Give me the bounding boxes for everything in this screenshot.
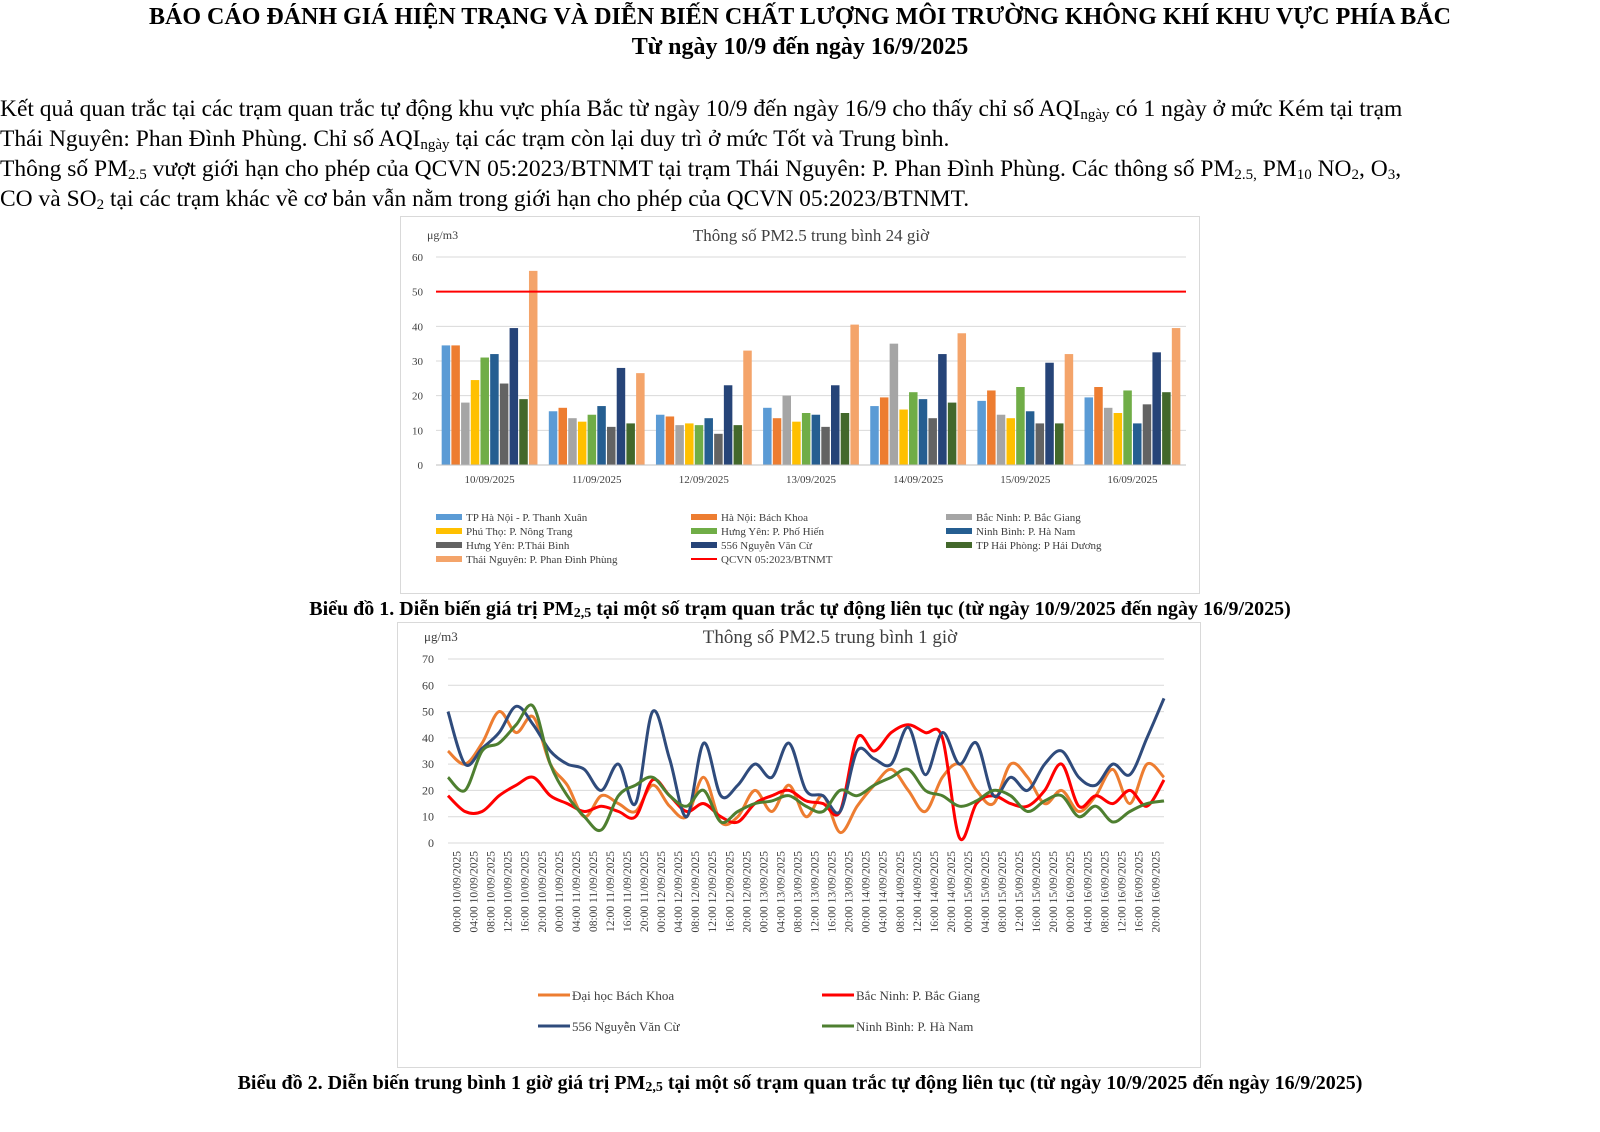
chart-1-legend-swatch (436, 514, 462, 520)
chart-1-bar (928, 418, 937, 465)
chart-1-bar (773, 418, 782, 465)
chart-2-x-tick-label: 16:00 12/09/2025 (724, 851, 737, 933)
chart-2-x-tick-label: 08:00 14/09/2025 (894, 851, 907, 933)
chart-1-bar (743, 351, 752, 465)
chart-1-legend-swatch (691, 514, 717, 520)
chart-1-bar (850, 325, 859, 465)
chart-1-bar (938, 354, 947, 465)
chart-1-y-tick-label: 0 (417, 460, 423, 472)
chart-1-bar (724, 385, 733, 465)
chart-1-bar (685, 423, 694, 465)
chart-1-y-tick-label: 50 (412, 286, 423, 299)
chart-2-x-tick-label: 12:00 16/09/2025 (1116, 851, 1129, 933)
chart-1-bar (821, 427, 830, 465)
chart-2-x-tick-label: 08:00 12/09/2025 (690, 851, 703, 933)
chart-1-bar (1045, 363, 1054, 465)
paragraph-2-line-1: Thông số $PM_{2.5}$ vượt giới hạn cho phép của QCVN 05:2023/BTNMT tại trạm Thái Nguyên: P. Phan Đình Phùng. Các thông số $PM_{2.5,}$ $PM_{10}$ $NO_2$, $O_3$, (0, 156, 1402, 183)
chart-1-bar (500, 384, 509, 465)
chart-2-x-tick-label: 16:00 10/09/2025 (519, 851, 532, 933)
chart-1-bar (870, 406, 879, 465)
chart-2-x-tick-label: 12:00 12/09/2025 (707, 851, 720, 933)
chart-2-legend-label: 556 Nguyễn Văn Cừ (572, 1019, 680, 1034)
chart-2-x-tick-label: 04:00 11/09/2025 (570, 851, 583, 933)
chart-1-bar (597, 406, 606, 465)
chart-1-bar (919, 399, 928, 465)
chart-1-legend-label: Ninh Bình: P. Hà Nam (976, 526, 1076, 538)
chart-2-series-line (448, 725, 1164, 840)
chart-2-x-tick-label: 20:00 16/09/2025 (1150, 851, 1163, 933)
chart-1-x-tick-label: 11/09/2025 (571, 474, 622, 486)
chart-1-bar (626, 423, 635, 465)
chart-2-y-tick-label: 20 (422, 783, 434, 798)
chart-1-bar (636, 373, 645, 465)
chart-1-legend-label: Thái Nguyên: P. Phan Đình Phùng (466, 554, 618, 566)
chart-1-bar (909, 392, 918, 465)
chart-1-y-tick-label: 20 (412, 390, 423, 403)
chart-1-bar (880, 397, 889, 465)
chart-1-bar (1016, 387, 1025, 465)
chart-2-x-tick-label: 04:00 12/09/2025 (673, 851, 686, 933)
chart-1-bar (1065, 354, 1074, 465)
chart-2-x-tick-label: 16:00 15/09/2025 (1031, 851, 1044, 933)
chart-1-bar (568, 418, 577, 465)
chart-1-bar (714, 434, 723, 465)
chart-2-x-tick-label: 04:00 16/09/2025 (1082, 851, 1095, 933)
chart-2-x-tick-label: 20:00 13/09/2025 (843, 851, 856, 933)
chart-2-x-tick-label: 08:00 13/09/2025 (792, 851, 805, 933)
chart-2-x-tick-label: 20:00 15/09/2025 (1048, 851, 1061, 933)
chart-1-bar (451, 345, 460, 465)
chart-1-x-tick-label: 15/09/2025 (1000, 474, 1051, 486)
chart-2-svg (398, 623, 1200, 1067)
chart-1-bar (1143, 404, 1152, 465)
chart-1-bar (763, 408, 772, 465)
chart-1-svg (401, 217, 1199, 593)
chart-1-legend-label: QCVN 05:2023/BTNMT (721, 554, 833, 566)
chart-1-y-tick-label: 60 (412, 252, 423, 264)
chart-1-y-tick-label: 40 (412, 321, 423, 334)
chart-2-y-tick-label: 10 (422, 809, 434, 824)
chart-2-x-tick-label: 04:00 15/09/2025 (980, 851, 992, 933)
chart-1-bar (1152, 352, 1161, 465)
chart-1-bar (1114, 413, 1123, 465)
chart-1-bar (1162, 392, 1171, 465)
chart-1-bar (783, 396, 792, 465)
chart-1-bar (519, 399, 528, 465)
chart-1-container (400, 216, 1200, 594)
chart-1-bar (1123, 390, 1132, 465)
chart-1-x-tick-label: 16/09/2025 (1107, 474, 1158, 486)
chart-1-bar (792, 422, 801, 465)
chart-2-x-tick-label: 00:00 16/09/2025 (1065, 851, 1078, 933)
chart-2-legend-label: Ninh Bình: P. Hà Nam (856, 1019, 974, 1034)
chart-2-y-tick-label: 40 (422, 730, 434, 745)
chart-2-y-tick-label: 70 (422, 652, 434, 666)
paragraph-1-line-2: Thái Nguyên: Phan Đình Phùng. Chỉ số $AQI_{ngày}$ tại các trạm còn lại duy trì ở mức Tốt và Trung bình. (0, 126, 950, 153)
chart-1-legend-swatch (436, 556, 462, 562)
chart-2-x-tick-label: 20:00 12/09/2025 (741, 851, 754, 933)
chart-1-bar (987, 390, 996, 465)
chart-1-y-tick-label: 30 (412, 356, 423, 368)
chart-1-bar (490, 354, 499, 465)
chart-2-x-tick-label: 16:00 14/09/2025 (928, 851, 941, 933)
chart-1-bar (831, 385, 840, 465)
chart-2-legend-label: Đại học Bách Khoa (572, 988, 675, 1003)
chart-1-legend-swatch (691, 542, 717, 548)
chart-1-bar (559, 408, 568, 465)
chart-1-bar (510, 328, 519, 465)
chart-1-bar (695, 425, 704, 465)
chart-1-bar (1172, 328, 1181, 465)
chart-1-bar (890, 344, 899, 465)
chart-1-bar (948, 403, 957, 465)
chart-1-bar (841, 413, 850, 465)
chart-1-bar (442, 345, 451, 465)
chart-2-x-tick-label: 00:00 14/09/2025 (860, 851, 873, 933)
chart-2-x-tick-label: 04:00 13/09/2025 (775, 851, 788, 933)
chart-1-legend-swatch (436, 542, 462, 548)
chart-2-x-tick-label: 12:00 11/09/2025 (604, 851, 617, 933)
chart-1-legend-label: Phú Thọ: P. Nông Trang (466, 526, 573, 538)
chart-1-title: Thông số PM2.5 trung bình 24 giờ (692, 226, 930, 245)
chart-1-bar (471, 380, 480, 465)
chart-1-legend-swatch (946, 528, 972, 534)
chart-2-x-tick-label: 00:00 15/09/2025 (962, 851, 975, 933)
chart-1-legend-swatch (436, 528, 462, 534)
chart-2-y-tick-label: 30 (422, 757, 434, 772)
chart-1-x-tick-label: 13/09/2025 (785, 474, 837, 486)
chart-2-series-line (448, 711, 1164, 832)
chart-1-bar (549, 411, 558, 465)
chart-2-x-tick-label: 12:00 13/09/2025 (809, 851, 822, 933)
chart-2-x-tick-label: 08:00 10/09/2025 (485, 851, 498, 933)
chart-1-bar (1085, 397, 1094, 465)
chart-1-bar (899, 410, 908, 465)
chart-1-bar (1133, 423, 1142, 465)
chart-2-x-tick-label: 16:00 16/09/2025 (1133, 851, 1146, 933)
chart-1-y-unit: μg/m3 (427, 228, 459, 242)
chart-2-x-tick-label: 00:00 10/09/2025 (451, 851, 464, 933)
chart-1-caption: Biểu đồ 1. Diễn biến giá trị $PM_{2,5}$ tại một số trạm quan trắc tự động liên tục (từ ngày 10/9/2025 đến ngày 16/9/2025) (309, 598, 1291, 621)
chart-1-bar (588, 415, 597, 465)
chart-2-x-tick-label: 00:00 11/09/2025 (553, 851, 566, 933)
chart-1-y-tick-label: 10 (412, 425, 423, 438)
chart-1-bar (734, 425, 743, 465)
chart-1-bar (1026, 411, 1035, 465)
chart-2-x-tick-label: 08:00 16/09/2025 (1099, 851, 1112, 933)
chart-1-x-tick-label: 14/09/2025 (893, 474, 944, 486)
chart-2-x-tick-label: 16:00 11/09/2025 (622, 851, 634, 933)
chart-2-x-tick-label: 20:00 11/09/2025 (639, 851, 652, 933)
document-title: BÁO CÁO ĐÁNH GIÁ HIỆN TRẠNG VÀ DIỄN BIẾN CHẤT LƯỢNG MÔI TRƯỜNG KHÔNG KHÍ KHU VỰC PHÍA BẮC (149, 4, 1451, 30)
chart-1-bar (1006, 418, 1015, 465)
chart-2-x-tick-label: 08:00 15/09/2025 (997, 851, 1010, 933)
chart-1-bar (617, 368, 626, 465)
chart-2-x-tick-label: 20:00 14/09/2025 (945, 851, 958, 933)
chart-1-bar (997, 415, 1006, 465)
chart-1-bar (656, 415, 665, 465)
chart-1-bar (666, 416, 675, 465)
chart-2-y-tick-label: 50 (422, 704, 434, 719)
chart-1-bar (1104, 408, 1113, 465)
chart-1-legend-swatch (946, 542, 972, 548)
chart-1-bar (461, 403, 469, 465)
chart-2-x-tick-label: 12:00 14/09/2025 (911, 851, 924, 933)
chart-1-legend-label: Bắc Ninh: P. Bắc Giang (976, 512, 1081, 524)
chart-1-legend-label: TP Hải Phòng: P Hải Dương (976, 540, 1102, 552)
chart-1-bar (812, 415, 821, 465)
chart-1-bar (1094, 387, 1103, 465)
chart-2-y-tick-label: 60 (422, 678, 434, 693)
chart-1-bar (802, 413, 811, 465)
chart-2-x-tick-label: 00:00 13/09/2025 (758, 851, 771, 933)
chart-1-legend-label: TP Hà Nội - P. Thanh Xuân (466, 512, 588, 524)
chart-1-bar (480, 358, 489, 465)
chart-1-bar (958, 333, 967, 465)
chart-1-legend-label: Hưng Yên: P.Thái Bình (466, 540, 570, 552)
chart-1-bar (1036, 423, 1045, 465)
chart-1-bar (529, 271, 538, 465)
chart-1-legend-swatch (946, 514, 972, 520)
chart-2-y-tick-label: 0 (428, 836, 434, 850)
chart-1-legend-label: Hà Nội: Bách Khoa (721, 512, 809, 524)
document-subtitle: Từ ngày 10/9 đến ngày 16/9/2025 (631, 34, 969, 60)
chart-1-bar (977, 401, 986, 465)
chart-2-x-tick-label: 16:00 13/09/2025 (826, 851, 839, 933)
chart-1-legend-label: 556 Nguyễn Văn Cừ (721, 540, 813, 552)
chart-2-x-tick-label: 20:00 10/09/2025 (536, 851, 549, 933)
chart-2-caption: Biểu đồ 2. Diễn biến trung bình 1 giờ giá trị $PM_{2,5}$ tại một số trạm quan trắc tự động liên tục (từ ngày 10/9/2025 đến ngày 16/9/2025) (237, 1072, 1363, 1095)
chart-1-bar (578, 422, 587, 465)
chart-1-legend-swatch (691, 528, 717, 534)
chart-1-bar (607, 427, 616, 465)
chart-2-legend-label: Bắc Ninh: P. Bắc Giang (856, 988, 980, 1003)
chart-2-x-tick-label: 00:00 12/09/2025 (656, 851, 669, 933)
chart-1-bar (675, 425, 684, 465)
chart-2-title: Thông số PM2.5 trung bình 1 giờ (702, 627, 958, 648)
chart-2-x-tick-label: 08:00 11/09/2025 (587, 851, 600, 933)
chart-1-legend-label: Hưng Yên: P. Phố Hiến (721, 526, 825, 538)
chart-1-x-tick-label: 12/09/2025 (678, 474, 729, 486)
paragraph-2-line-2: CO và $SO_2$ tại các trạm khác về cơ bản vẫn nằm trong giới hạn cho phép của QCVN 05:2023/BTNMT. (0, 186, 970, 213)
chart-1-x-tick-label: 10/09/2025 (464, 474, 515, 486)
chart-1-bar (1055, 423, 1064, 465)
paragraph-1-line-1: Kết quả quan trắc tại các trạm quan trắc tự động khu vực phía Bắc từ ngày 10/9 đến ngày 16/9 cho thấy chỉ số $AQI_{ngày}$ có 1 ngày ở mức Kém tại trạm (0, 96, 1403, 123)
chart-2-x-tick-label: 04:00 14/09/2025 (877, 851, 890, 933)
chart-2-x-tick-label: 04:00 10/09/2025 (468, 851, 481, 933)
chart-2-container (397, 622, 1201, 1068)
chart-2-y-unit: μg/m3 (424, 629, 458, 644)
chart-2-x-tick-label: 12:00 15/09/2025 (1014, 851, 1027, 933)
chart-1-bar (704, 418, 713, 465)
chart-2-x-tick-label: 12:00 10/09/2025 (502, 851, 515, 933)
